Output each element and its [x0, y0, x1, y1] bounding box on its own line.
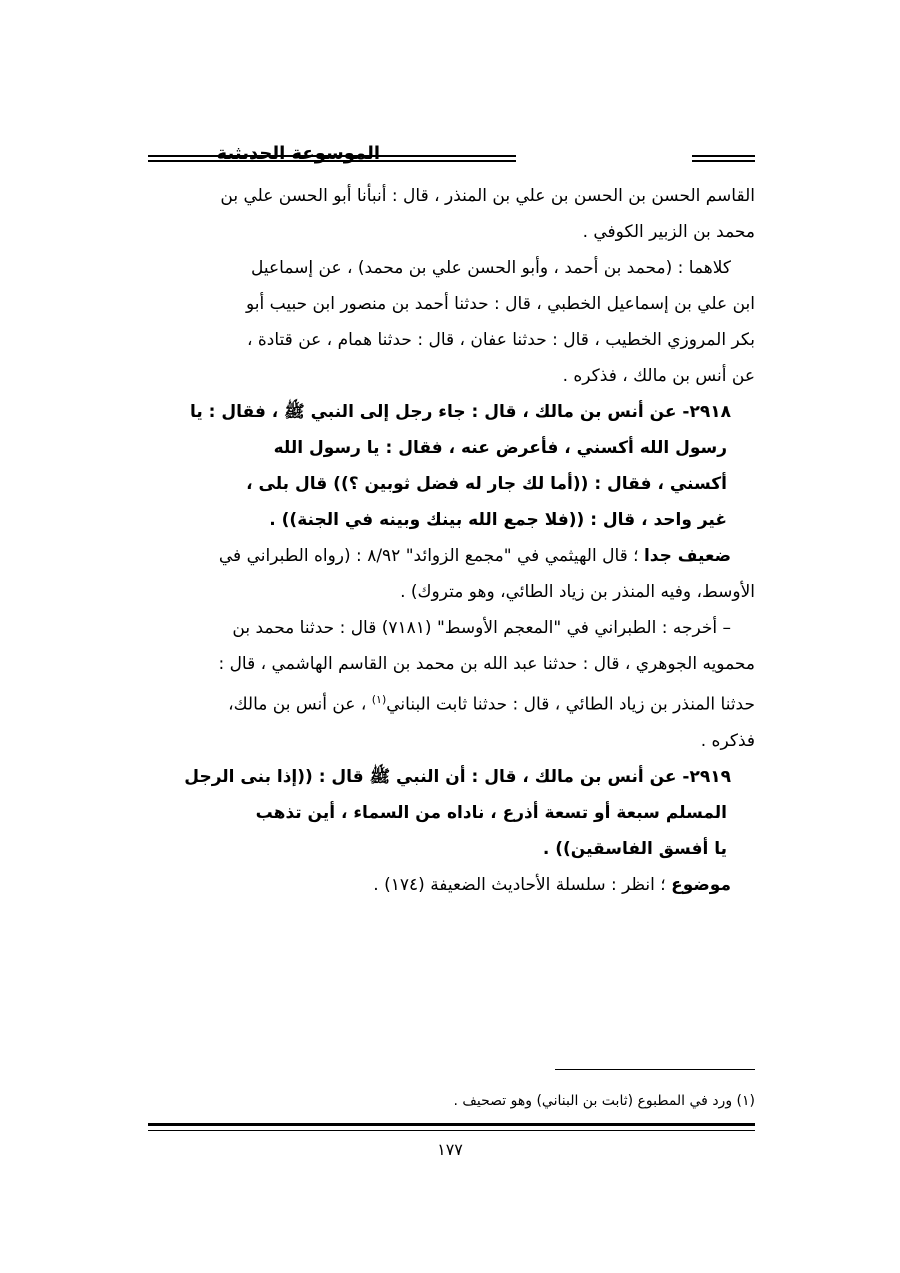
footnote: (١) ورد في المطبوع (ثابت بن البناني) وهو تصحيف .	[453, 1093, 755, 1109]
footer-rule-thin	[148, 1130, 755, 1131]
footer-rule	[148, 1123, 755, 1126]
header-title: الموسوعة الحديثية	[216, 143, 380, 164]
hadith-2918	[148, 394, 755, 538]
line	[148, 682, 755, 723]
page-number: ١٧٧	[437, 1140, 463, 1159]
line: كلاهما : (محمد بن أحمد ، وأبو الحسن علي بن محمد) ، عن إسماعيل	[251, 258, 731, 278]
line: القاسم الحسن بن الحسن بن علي بن المنذر ، قال : أنبأنا أبو الحسن علي بن	[220, 186, 755, 206]
hadith-line: يا أفسق الفاسقين)) .	[542, 838, 727, 859]
header-rule-right	[692, 155, 755, 157]
line: عن أنس بن مالك ، فذكره .	[562, 366, 755, 386]
grading-line	[148, 867, 755, 903]
hadith-line: ٢٩١٨- عن أنس بن مالك ، قال : جاء رجل إلى النبي ﷺ ، فقال : يا	[189, 402, 731, 422]
line: ابن علي بن إسماعيل الخطبي ، قال : حدثنا أحمد بن منصور ابن حبيب أبو	[246, 294, 755, 314]
grade-label: موضوع	[671, 874, 731, 895]
hadith-line: رسول الله أكسني ، فأعرض عنه ، فقال : يا رسول الله	[273, 438, 727, 458]
body-text	[148, 178, 755, 903]
line: فذكره .	[700, 730, 755, 751]
hadith-line: أكسني ، فقال : ((أما لك جار له فضل ثوبين ؟)) قال بلى ،	[246, 474, 727, 494]
footnote-separator	[555, 1069, 755, 1070]
grading-line	[148, 538, 755, 574]
hadith-2919	[148, 759, 755, 867]
line: محمويه الجوهري ، قال : حدثنا عبد الله بن محمد بن القاسم الهاشمي ، قال :	[218, 654, 755, 674]
line: – أخرجه : الطبراني في "المعجم الأوسط" (٧١٨١) قال : حدثنا محمد بن	[232, 618, 731, 638]
grade-text: ؛ قال الهيثمي في "مجمع الزوائد" ٨/٩٢ : (رواه الطبراني في	[218, 546, 639, 566]
grade-label: ضعيف جدا	[643, 546, 731, 566]
footnote-ref[interactable]: (١)	[371, 693, 387, 706]
grade-text: ؛ انظر : سلسلة الأحاديث الضعيفة (١٧٤) .	[373, 874, 666, 895]
line-part: حدثنا المنذر بن زياد الطائي ، قال : حدثنا ثابت البناني	[386, 694, 755, 715]
hadith-line: غير واحد ، قال : ((فلا جمع الله بينك وبينه في الجنة)) .	[269, 510, 727, 530]
line-part: ، عن أنس بن مالك،	[228, 694, 372, 715]
header-rule-right-2	[692, 160, 755, 162]
line: الأوسط، وفيه المنذر بن زياد الطائي، وهو متروك) .	[400, 582, 755, 602]
line: محمد بن الزبير الكوفي .	[582, 222, 755, 242]
line: بكر المروزي الخطيب ، قال : حدثنا عفان ، قال : حدثنا همام ، عن قتادة ،	[246, 330, 755, 350]
hadith-line: المسلم سبعة أو تسعة أذرع ، ناداه من السماء ، أين تذهب	[255, 802, 727, 823]
hadith-line: ٢٩١٩- عن أنس بن مالك ، قال : أن النبي ﷺ قال : ((إذا بنى الرجل	[184, 766, 731, 787]
running-header	[148, 143, 755, 175]
